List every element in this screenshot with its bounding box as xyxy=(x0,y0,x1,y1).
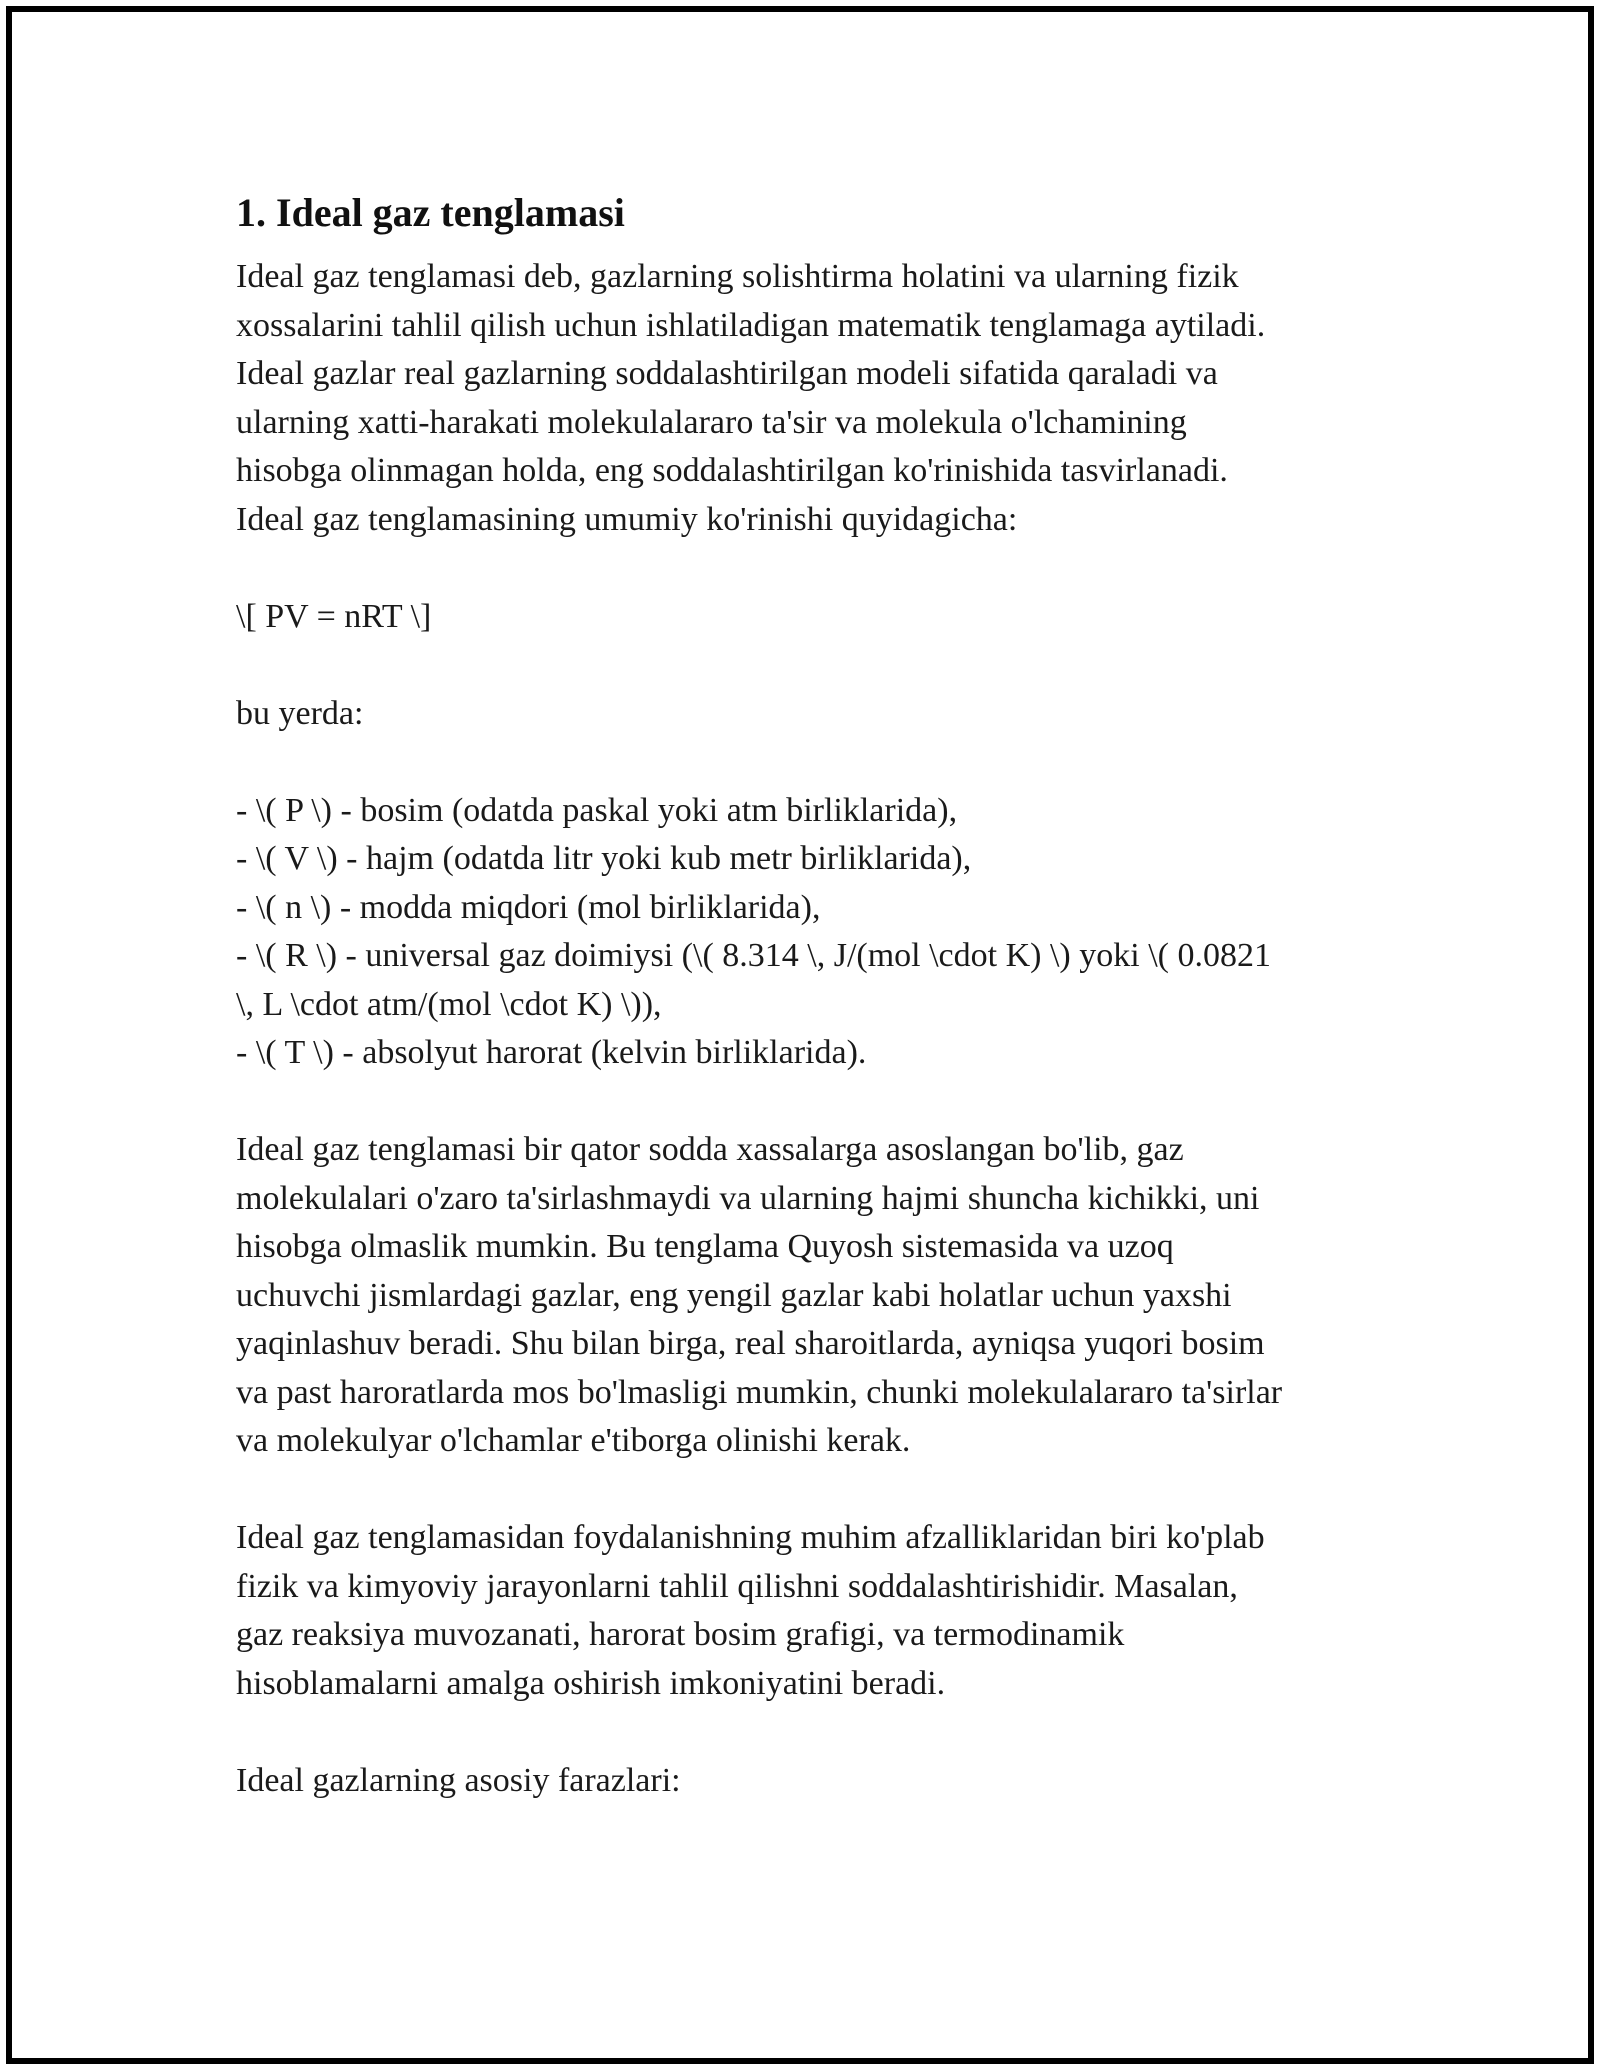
paragraph-spacer xyxy=(236,1078,1376,1127)
paragraph-spacer xyxy=(236,1466,1376,1515)
definition-item-r: - \( R \) - universal gaz doimiysi (\( 8.314 \, J/(mol \cdot K) \) yoki \( 0.0821 \, L \cdot atm/(mol \cdot K) \)), xyxy=(236,937,1271,1023)
advantages-paragraph: Ideal gaz tenglamasidan foydalanishning muhim afzalliklaridan biri ko'plab fizik va kimyoviy jarayonlarni tahlil qilishni soddalashtirishidir. Masalan, gaz reaksiya muvozanati, harorat bosim grafigi, va termodinamik hisoblamalarni amalga oshirish imkoniyatini beradi. xyxy=(236,1519,1265,1702)
definition-item-n: - \( n \) - modda miqdori (mol birliklarida), xyxy=(236,888,821,926)
definition-item-v: - \( V \) - hajm (odatda litr yoki kub metr birliklarida), xyxy=(236,840,972,877)
paragraph-spacer xyxy=(236,641,1376,690)
definition-item-p: - \( P \) - bosim (odatda paskal yoki atm birliklarida), xyxy=(236,791,958,829)
paragraph-spacer xyxy=(236,738,1376,787)
equation-line: \[ PV = nRT \] xyxy=(236,597,432,635)
document-body xyxy=(236,185,1376,1805)
intro-paragraph: Ideal gaz tenglamasi deb, gazlarning solishtirma holatini va ularning fizik xossalarini tahlil qilish uchun ishlatiladigan matematik tenglamaga aytiladi. Ideal gazlar real gazlarning soddalashtirilgan modeli sifatida qaraladi va ularning xatti-harakati molekulalararo ta'sir va molekula o'lchamining hisobga olinmagan holda, eng soddalashtirilgan ko'rinishida tasvirlanadi. Ideal gaz tenglamasining umumiy ko'rinishi quyidagicha: xyxy=(236,258,1266,538)
paragraph-spacer xyxy=(236,544,1376,593)
closing-line: Ideal gazlarning asosiy farazlari: xyxy=(236,1761,681,1799)
paragraph-spacer xyxy=(236,1708,1376,1757)
section-heading: 1. Ideal gaz tenglamasi xyxy=(236,190,625,235)
assumptions-paragraph: Ideal gaz tenglamasi bir qator sodda xassalarga asoslangan bo'lib, gaz molekulalari o'zaro ta'sirlashmaydi va ularning hajmi shuncha kichikki, uni hisobga olmaslik mumkin. Bu tenglama Quyosh sistemasida va uzoq uchuvchi jismlardagi gazlar, eng yengil gazlar kabi holatlar uchun yaxshi yaqinlashuv beradi. Shu bilan birga, real sharoitlarda, ayniqsa yuqori bosim va past haroratlarda mos bo'lmasligi mumkin, chunki molekulalararo ta'sirlar va molekulyar o'lchamlar e'tiborga olinishi kerak. xyxy=(236,1131,1283,1459)
definition-list xyxy=(236,787,1376,1078)
definition-item-t: - \( T \) - absolyut harorat (kelvin birliklarida). xyxy=(236,1034,867,1071)
where-label: bu yerda: xyxy=(236,694,364,732)
